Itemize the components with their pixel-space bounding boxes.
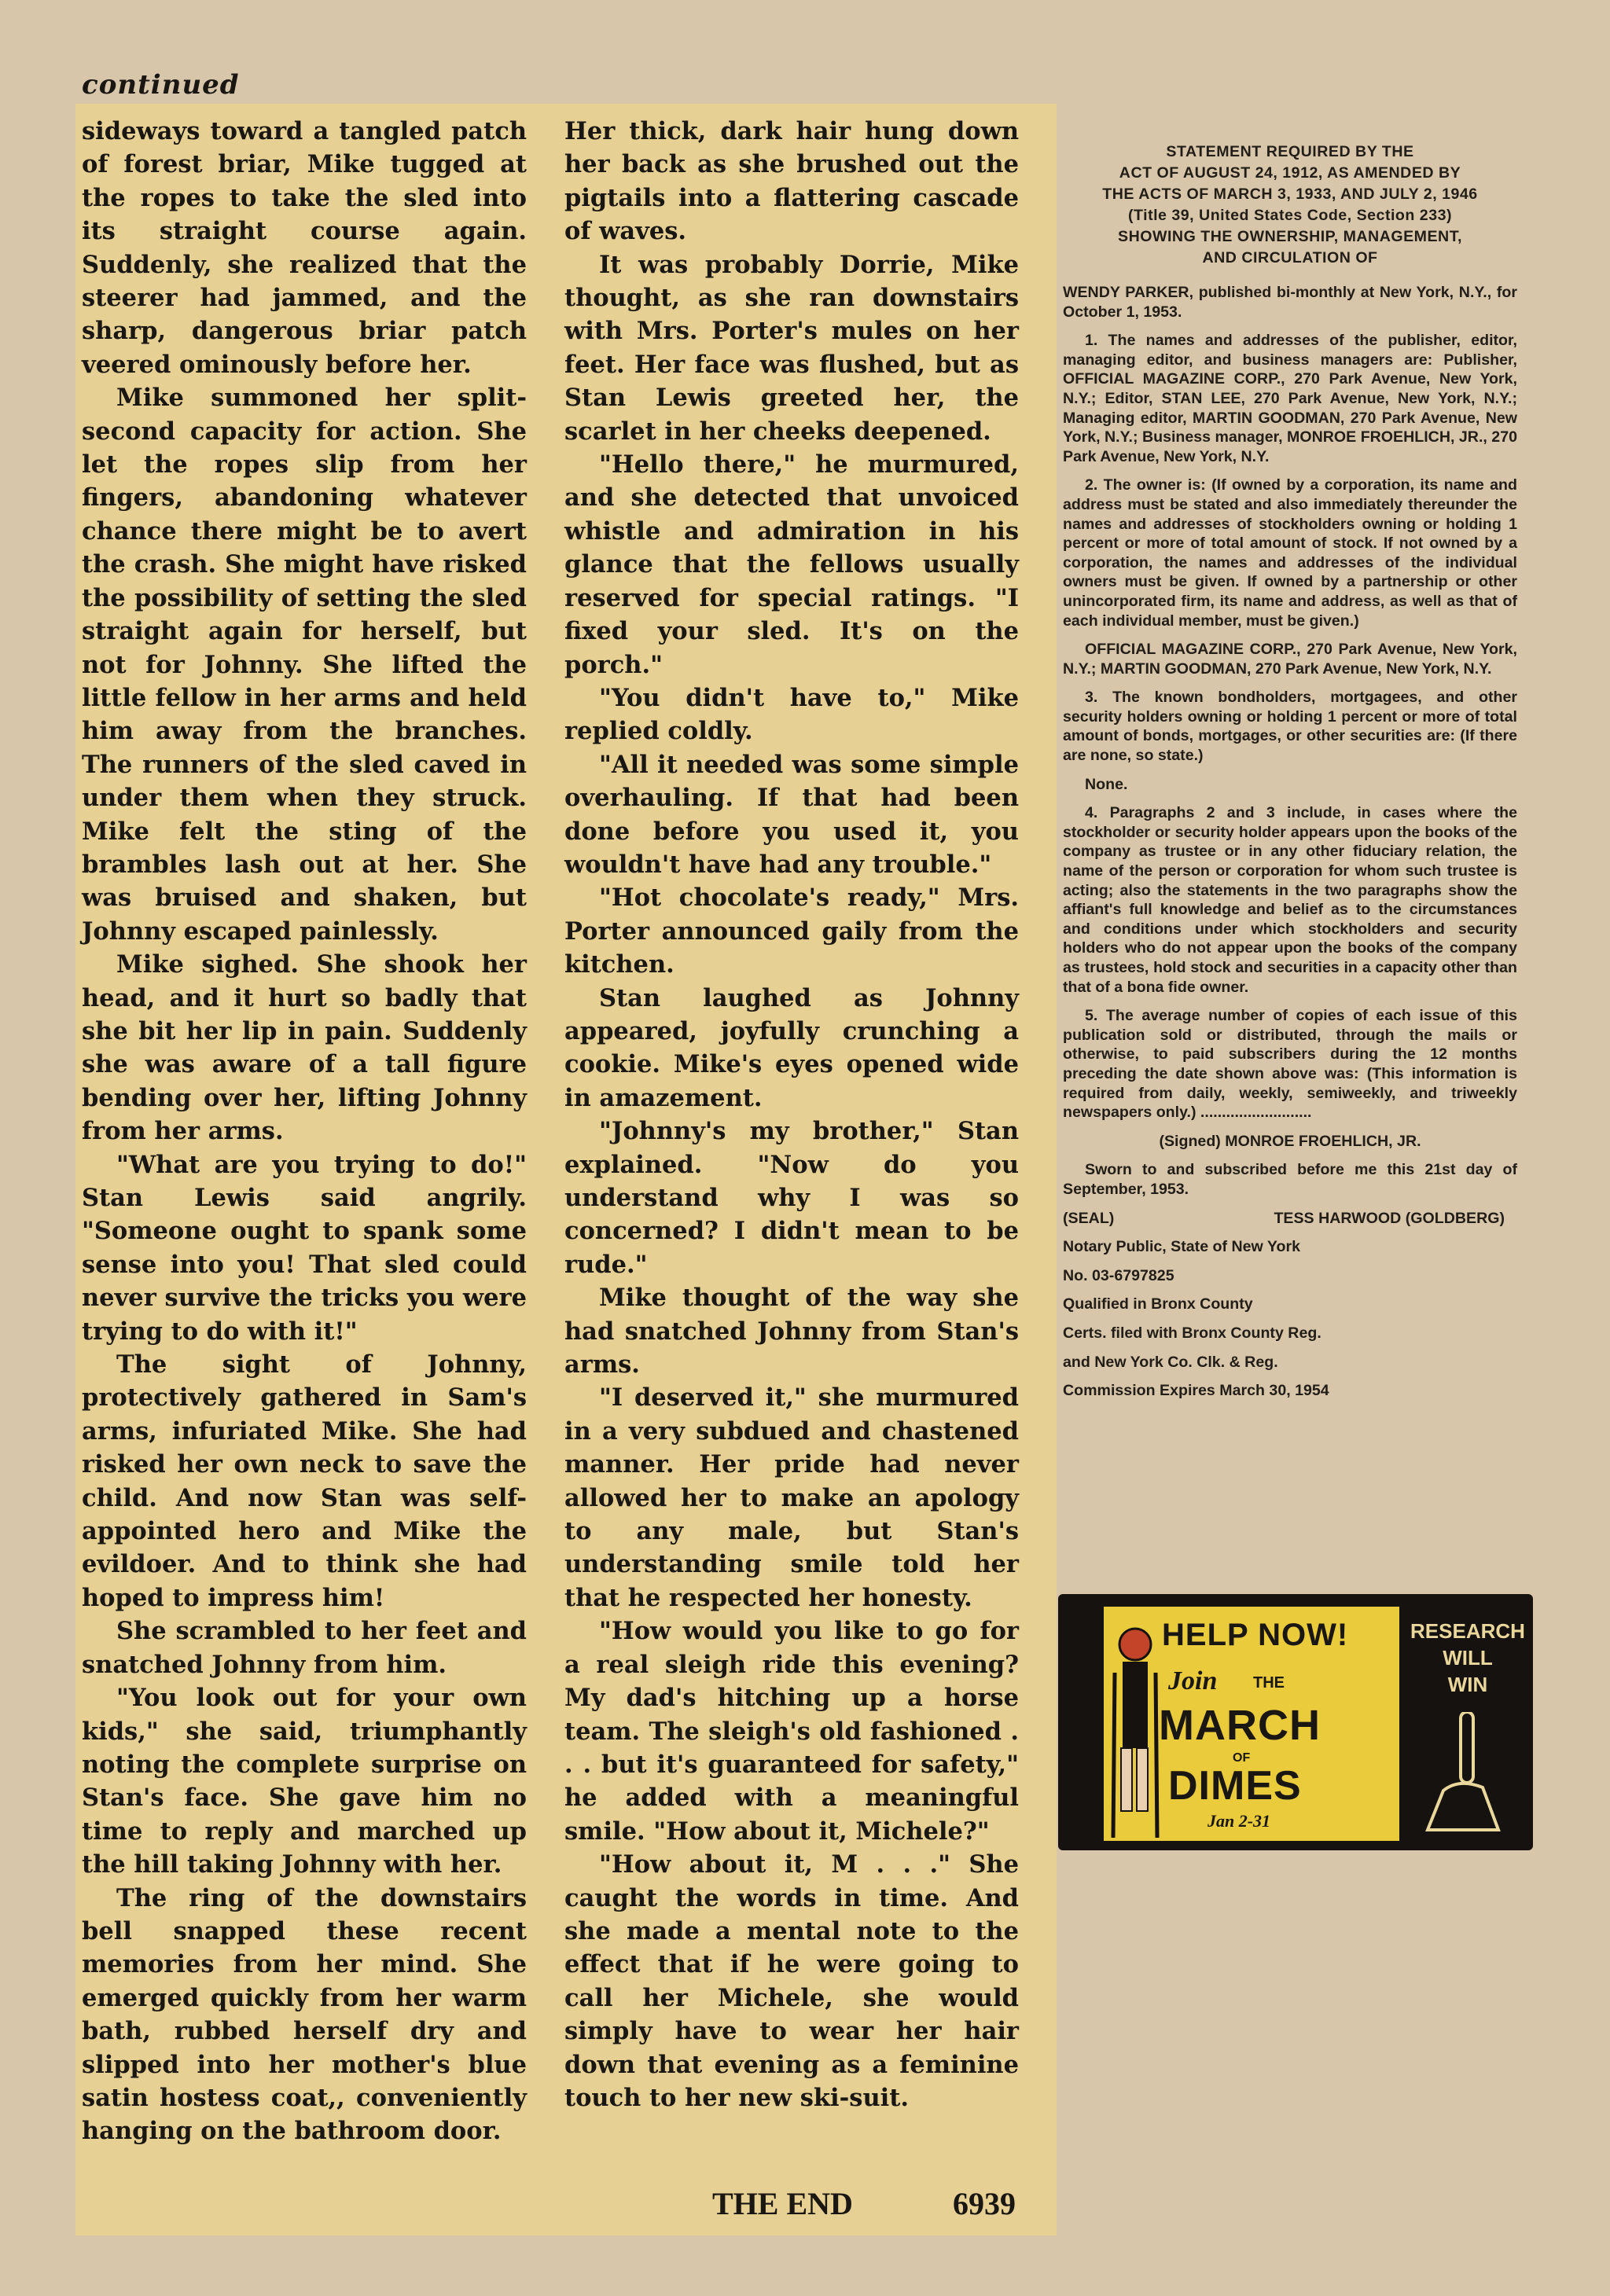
notary-line: Qualified in Bronx County: [1063, 1295, 1253, 1313]
statement-none: None.: [1085, 775, 1128, 793]
ad-of: OF: [1233, 1751, 1251, 1765]
paragraph: She scrambled to her feet and snatched Johnny from him.: [82, 1617, 527, 1679]
ad-research-slogan: [1409, 1618, 1527, 1698]
slogan-line: WIN: [1447, 1673, 1488, 1696]
story-column-2: [564, 115, 1019, 2114]
paragraph: "What are you trying to do!" Stan Lewis said angrily. "Someone ought to spank some sense into you! That sled could never survive the tricks you were trying to do with it!": [82, 1150, 527, 1346]
paragraph: "All it needed was some simple overhauling. If that had been done before you used it, you wouldn't have had any trouble.": [564, 750, 1019, 879]
header-line: AND CIRCULATION OF: [1202, 249, 1378, 266]
paragraph: "How would you like to go for a real sleigh ride this evening? My dad's hitching up a horse team. The sleigh's old fashioned . . . but it's guaranteed for safety," he added with a meaningful smile. "How about it, Michele?": [564, 1617, 1019, 1846]
header-line: SHOWING THE OWNERSHIP, MANAGEMENT,: [1118, 228, 1462, 245]
notary-line: Notary Public, State of New York: [1063, 1238, 1300, 1256]
notary-line: and New York Co. Clk. & Reg.: [1063, 1353, 1278, 1371]
header-line: THE ACTS OF MARCH 3, 1933, AND JULY 2, 1946: [1102, 186, 1478, 203]
ad-help-now: HELP NOW!: [1162, 1618, 1349, 1652]
notary-line: Commission Expires March 30, 1954: [1063, 1382, 1329, 1400]
paragraph: "Hello there," he murmured, and she detected that unvoiced whistle and admiration in his glance that the fellows usually reserved for special ratings. "I fixed your sled. It's on the porch.": [564, 450, 1019, 679]
story-column-1: [82, 115, 527, 2148]
continued-label: continued: [82, 69, 240, 101]
statement-item-3: 3. The known bondholders, mortgagees, and other security holders owning or holding 1 percent or more of total amount of bonds, mortgages, or other securities are: (If there are none, so state.): [1063, 689, 1517, 765]
notary-line: No. 03-6797825: [1063, 1266, 1174, 1284]
ad-date: Jan 2-31: [1208, 1811, 1271, 1831]
notary-block: [1063, 1237, 1517, 1401]
paragraph: Stan laughed as Johnny appeared, joyfully crunching a cookie. Mike's eyes opened wide in amazement.: [564, 983, 1019, 1112]
paragraph: Mike thought of the way she had snatched Johnny from Stan's arms.: [564, 1284, 1019, 1379]
seal-label: (SEAL): [1063, 1209, 1115, 1227]
paragraph: The sight of Johnny, protectively gathered in Sam's arms, infuriated Mike. She had risked her own neck to save the child. And now Stan was self-appointed hero and Mike the evildoer. And to think she had hoped to impress him!: [82, 1350, 527, 1612]
paragraph: "I deserved it," she murmured in a very subdued and chastened manner. Her pride had never allowed her to make an apology to any male, but Stan's understanding smile told her that he respected her honesty.: [564, 1383, 1019, 1612]
ad-march: MARCH: [1159, 1702, 1321, 1749]
slogan-line: WILL: [1443, 1646, 1493, 1670]
page-code: 6939: [953, 2186, 1016, 2221]
statement-owners: OFFICIAL MAGAZINE CORP., 270 Park Avenue, New York, N.Y.; MARTIN GOODMAN, 270 Park Avenue, New York, N.Y.: [1063, 641, 1517, 678]
child-on-crutches-icon: [1110, 1618, 1160, 1842]
header-line: (Title 39, United States Code, Section 233): [1127, 207, 1453, 224]
statement-sworn: Sworn to and subscribed before me this 21st day of September, 1953.: [1063, 1161, 1517, 1198]
paragraph: The ring of the downstairs bell snapped these recent memories from her mind. She emerged quickly from her warm bath, rubbed herself dry and slipped into her mother's blue satin hostess coat,, conveniently hanging on the bathroom door.: [82, 1883, 527, 2146]
statement-seal-line: [1063, 1209, 1517, 1229]
statement-item-5: 5. The average number of copies of each issue of this publication sold or distributed, through the mails or otherwise, to paid subscribers during the 12 months preceding the date shown above was: (This information is required from daily, weekly, semiweekly, and triweekly newspapers only.) ..........................: [1063, 1007, 1517, 1122]
slogan-line: RESEARCH: [1410, 1619, 1525, 1643]
paragraph: "You look out for your own kids," she said, triumphantly noting the complete surprise on Stan's face. She gave him no time to reply and marched up the hill taking Johnny with her.: [82, 1684, 527, 1879]
ad-join: Join: [1168, 1666, 1218, 1695]
paragraph: "How about it, M . . ." She caught the words in time. And she made a mental note to the effect that if he were going to call her Michele, she would simply have to wear her hair down that evening as a feminine touch to her new ski-suit.: [564, 1850, 1019, 2112]
statement-item-2: 2. The owner is: (If owned by a corporation, its name and address must be stated and also immediately thereunder the names and addresses of stockholders owning or holding 1 percent or more of total amount of stock. If not owned by a corporation, the names and addresses of the individual owners must be given. If owned by a partnership or other unincorporated firm, its name and address, as well as that of each individual member, must be given.): [1063, 476, 1517, 630]
paragraph: Mike summoned her split-second capacity for action. She let the ropes slip from her fingers, abandoning whatever chance there might be to avert the crash. She might have risked the possibility of setting the sled straight again for herself, but not for Johnny. She lifted the little fellow in her arms and held him away from the branches. The runners of the sled caved in under them when they struck. Mike felt the sting of the brambles lash out at her. She was bruised and shaken, but Johnny escaped painlessly.: [82, 384, 527, 946]
notary-name: TESS HARWOOD (GOLDBERG): [1274, 1209, 1505, 1227]
paragraph: Her thick, dark hair hung down her back as she brushed out the pigtails into a flattering cascade of waves.: [564, 117, 1019, 246]
paragraph: Mike sighed. She shook her head, and it hurt so badly that she bit her lip in pain. Suddenly she was aware of a tall figure bending over her, lifting Johnny from her arms.: [82, 950, 527, 1146]
test-tube-hand-icon: [1412, 1712, 1522, 1838]
statement-item-4: 4. Paragraphs 2 and 3 include, in cases where the stockholder or security holder appears upon the books of the company as trustee or in any other fiduciary relation, the name of the person or corporation for whom such trustee is acting; also the statements in the two paragraphs show the affiant's full knowledge and belief as to the circumstances and conditions under which stockholders and security holders who do not appear upon the books of the company as trustees, hold stock and securities in a capacity other than that of a bona fide owner.: [1063, 804, 1517, 996]
notary-line: Certs. filed with Bronx County Reg.: [1063, 1324, 1321, 1342]
statement-header: [1063, 141, 1517, 269]
statement-item-1: 1. The names and addresses of the publisher, editor, managing editor, and business managers are: Publisher, OFFICIAL MAGAZINE CORP., 270 Park Avenue, New York, N.Y.; Editor, STAN LEE, 270 Park Avenue, New York, N.Y.; Managing editor, MARTIN GOODMAN, 270 Park Avenue, New York, N.Y.; Business manager, MONROE FROEHLICH, JR., 270 Park Avenue, New York, N.Y.: [1063, 332, 1517, 465]
paragraph: "Hot chocolate's ready," Mrs. Porter announced gaily from the kitchen.: [564, 884, 1019, 979]
paragraph: "You didn't have to," Mike replied coldly.: [564, 683, 1019, 746]
statement-intro: WENDY PARKER, published bi-monthly at New York, N.Y., for October 1, 1953.: [1063, 284, 1517, 321]
paragraph: sideways toward a tangled patch of forest briar, Mike tugged at the ropes to take the sled into its straight course again. Suddenly, she realized that the steerer had jammed, and the sharp, dangerous briar patch veered ominously before her.: [82, 117, 527, 379]
statement-signed: (Signed) MONROE FROEHLICH, JR.: [1159, 1132, 1421, 1150]
ownership-statement: [1063, 141, 1517, 1410]
header-line: ACT OF AUGUST 24, 1912, AS AMENDED BY: [1119, 164, 1461, 182]
march-of-dimes-ad: [1058, 1594, 1533, 1850]
paragraph: It was probably Dorrie, Mike thought, as she ran downstairs with Mrs. Porter's mules on her feet. Her face was flushed, but as Stan Lewis greeted her, the scarlet in her cheeks deepened.: [564, 250, 1019, 446]
the-end-label: THE END: [712, 2186, 853, 2221]
header-line: STATEMENT REQUIRED BY THE: [1166, 143, 1414, 160]
ad-dimes: DIMES: [1168, 1763, 1302, 1809]
paragraph: "Johnny's my brother," Stan explained. "Now do you understand why I was so concerned? I didn't mean to be rude.": [564, 1117, 1019, 1279]
ad-the: THE: [1253, 1674, 1285, 1692]
